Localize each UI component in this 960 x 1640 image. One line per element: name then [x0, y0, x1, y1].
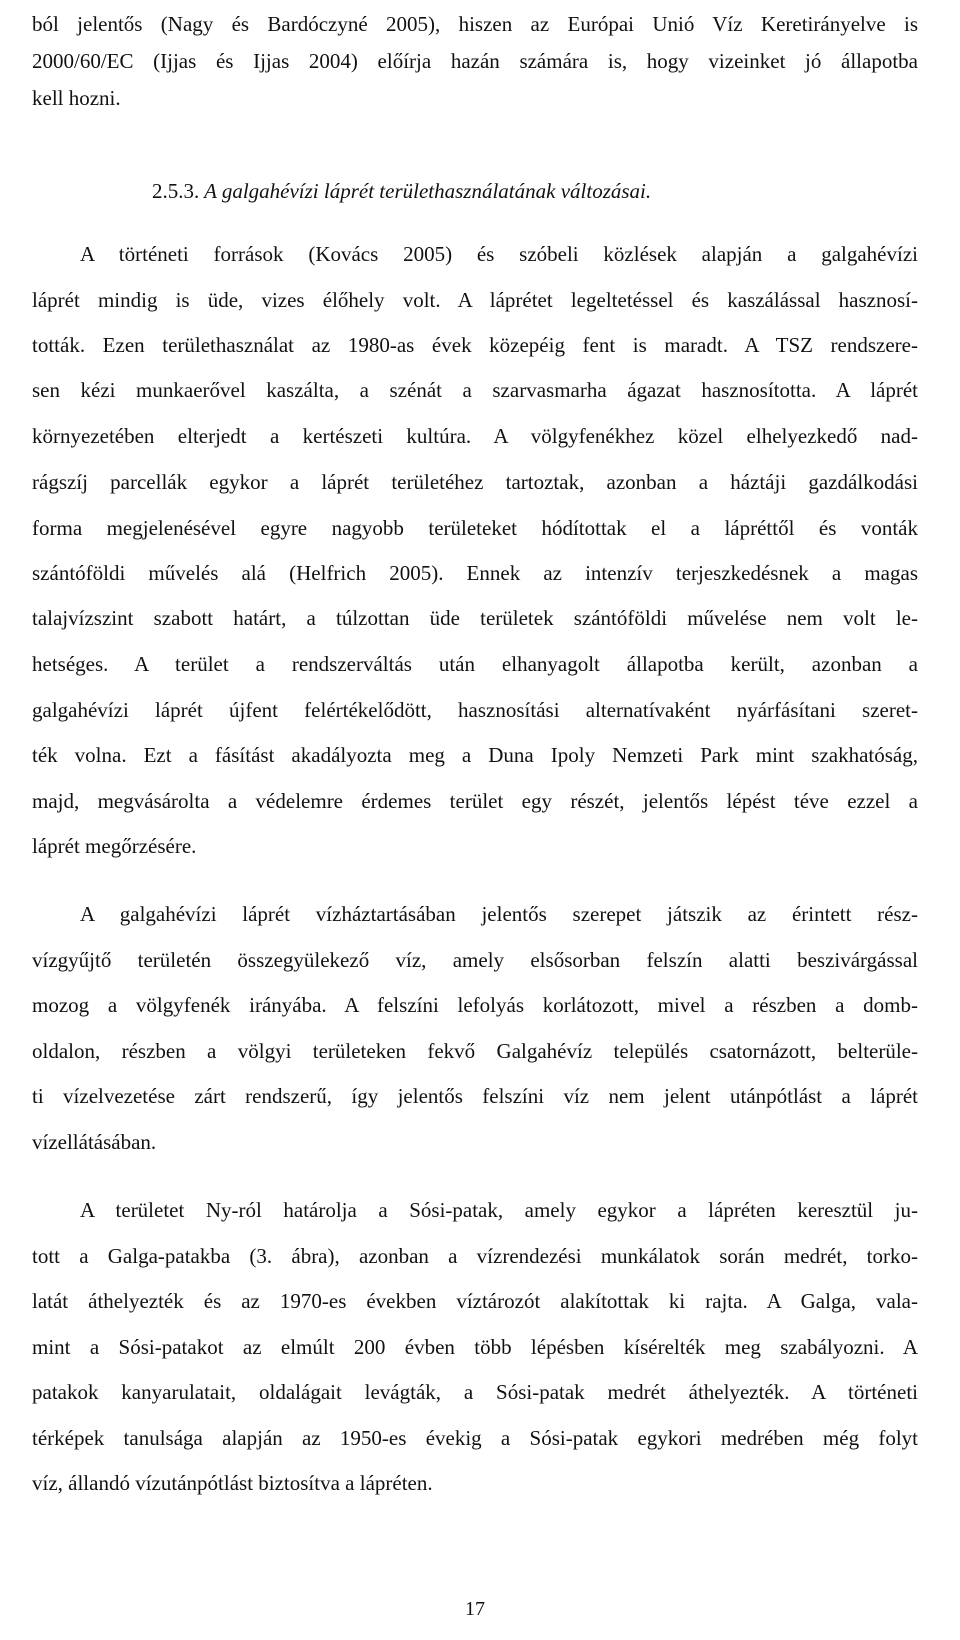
text-line: patakok kanyarulatait, oldalágait levágták, a Sósi-patak medrét áthelyezték. A történeti — [32, 1380, 918, 1404]
text-line: sen kézi munkaerővel kaszálta, a szénát a szarvasmarha ágazat hasznosította. A láprét — [32, 378, 918, 402]
paragraph-first-line: A területet Ny-ról határolja a Sósi-patak, amely egykor a lápréten keresztül ju- — [80, 1198, 918, 1222]
text-line: 2000/60/EC (Ijjas és Ijjas 2004) előírja hazán számára is, hogy vizeinket jó állapotba — [32, 49, 918, 73]
text-line: ték volna. Ezt a fásítást akadályozta meg a Duna Ipoly Nemzeti Park mint szakhatóság, — [32, 743, 918, 767]
section-number: 2.5.3. — [152, 179, 200, 203]
text-line: latát áthelyezték és az 1970-es években víztározót alakítottak ki rajta. A Galga, vala- — [32, 1289, 918, 1313]
text-line: mozog a völgyfenék irányába. A felszíni lefolyás korlátozott, mivel a részben a domb- — [32, 993, 918, 1017]
text-line: talajvízszint szabott határt, a túlzottan üde területek szántóföldi művelése nem volt le- — [32, 606, 918, 630]
text-line: környezetében elterjedt a kertészeti kultúra. A völgyfenékhez közel elhelyezkedő nad- — [32, 424, 918, 448]
section-heading — [152, 176, 651, 206]
text-line: vízgyűjtő területén összegyülekező víz, amely elsősorban felszín alatti beszivárgással — [32, 948, 918, 972]
text-line: láprét mindig is üde, vizes élőhely volt. A láprétet legeltetéssel és kaszálással hasznosí- — [32, 288, 918, 312]
paragraph-first-line: A galgahévízi láprét vízháztartásában jelentős szerepet játszik az érintett rész- — [80, 902, 918, 926]
text-line: víz, állandó vízutánpótlást biztosítva a lápréten. — [32, 1471, 433, 1495]
text-line: mint a Sósi-patakot az elmúlt 200 évben több lépésben kísérelték meg szabályozni. A — [32, 1335, 918, 1359]
page-number: 17 — [465, 1598, 485, 1620]
text-line: szántóföldi művelés alá (Helfrich 2005). Ennek az intenzív terjeszkedésnek a magas — [32, 561, 918, 585]
section-title: A galgahévízi láprét területhasználatának változásai. — [204, 179, 652, 203]
text-line: tott a Galga-patakba (3. ábra), azonban a vízrendezési munkálatok során medrét, torko- — [32, 1244, 918, 1268]
text-line: térképek tanulsága alapján az 1950-es évekig a Sósi-patak egykori medrében még folyt — [32, 1426, 918, 1450]
paragraph-first-line: A történeti források (Kovács 2005) és szóbeli közlések alapján a galgahévízi — [80, 242, 918, 266]
text-line: oldalon, részben a völgyi területeken fekvő Galgahévíz település csatornázott, belterüle- — [32, 1039, 918, 1063]
text-line: majd, megvásárolta a védelemre érdemes terület egy részét, jelentős lépést téve ezzel a — [32, 789, 918, 813]
text-line: ti vízelvezetése zárt rendszerű, így jelentős felszíni víz nem jelent utánpótlást a láprét — [32, 1084, 918, 1108]
text-line: forma megjelenésével egyre nagyobb területeket hódítottak el a lápréttől és vonták — [32, 516, 918, 540]
text-line: kell hozni. — [32, 86, 121, 110]
text-line: galgahévízi láprét újfent felértékelődött, hasznosítási alternatívaként nyárfásítani szeret- — [32, 698, 918, 722]
text-line: ból jelentős (Nagy és Bardóczyné 2005), hiszen az Európai Unió Víz Keretirányelve is — [32, 12, 918, 36]
text-line: tották. Ezen területhasználat az 1980-as évek közepéig fent is maradt. A TSZ rendszere- — [32, 333, 918, 357]
text-line: rágszíj parcellák egykor a láprét területéhez tartoztak, azonban a háztáji gazdálkodási — [32, 470, 918, 494]
document-page — [32, 0, 918, 1640]
text-line: vízellátásában. — [32, 1130, 157, 1154]
text-line: láprét megőrzésére. — [32, 834, 197, 858]
text-line: hetséges. A terület a rendszerváltás után elhanyagolt állapotba került, azonban a — [32, 652, 918, 676]
